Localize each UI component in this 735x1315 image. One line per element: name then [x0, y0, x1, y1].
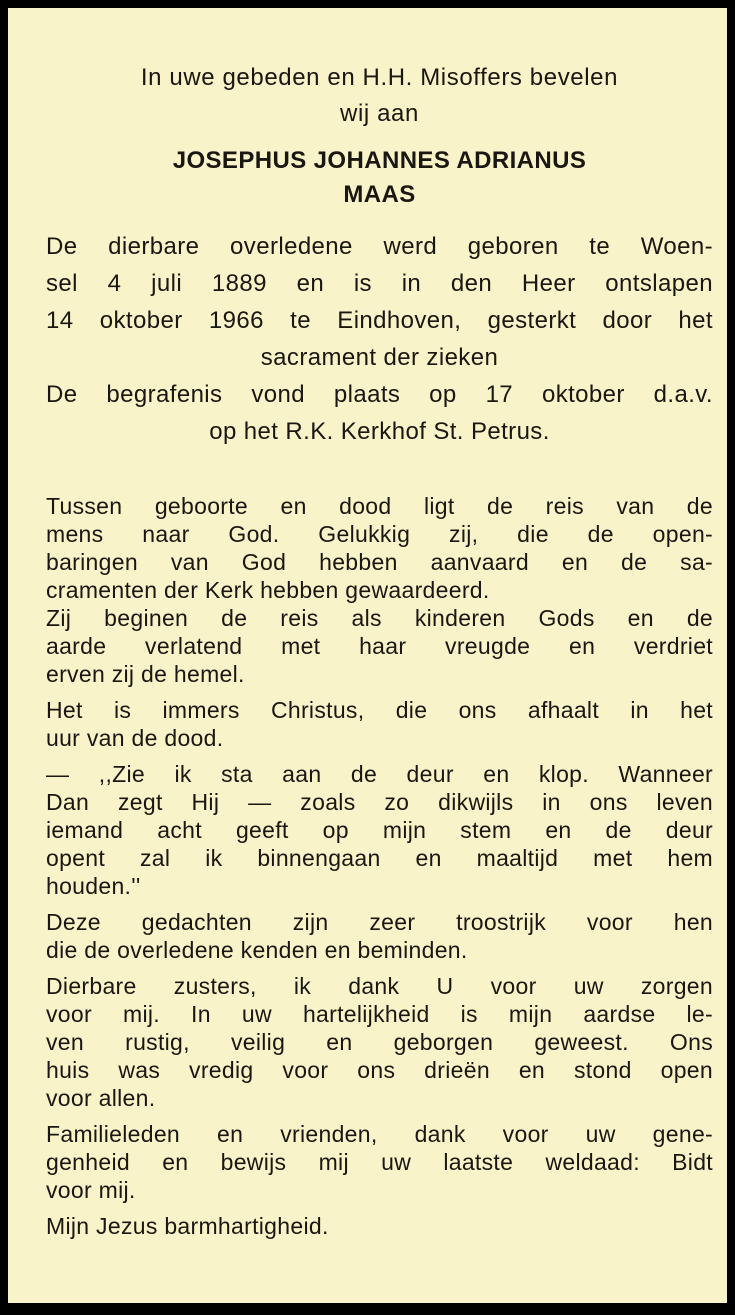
paragraph	[46, 908, 713, 964]
text-line: Tussen geboorte en dood ligt de reis van de	[46, 493, 713, 519]
paragraph	[46, 696, 713, 752]
biography-line: op het R.K. Kerkhof St. Petrus.	[209, 418, 550, 445]
text-line: ven rustig, veilig en geborgen geweest. Ons	[46, 1029, 713, 1055]
text-line: aarde verlatend met haar vreugde en verdriet	[46, 633, 713, 659]
text-line: Deze gedachten zijn zeer troostrijk voor hen	[46, 909, 713, 935]
meditation-text	[46, 492, 713, 1240]
paragraph	[46, 760, 713, 900]
paragraph	[46, 492, 713, 688]
text-line: cramenten der Kerk hebben gewaardeerd.	[46, 577, 490, 603]
text-line: baringen van God hebben aanvaard en de sa-	[46, 549, 713, 575]
text-line: iemand acht geeft op mijn stem en de deur	[46, 817, 713, 843]
text-line: genheid en bewijs mij uw laatste weldaad: Bidt	[46, 1149, 713, 1175]
text-line: opent zal ik binnengaan en maaltijd met hem	[46, 845, 713, 871]
biography-line: sacrament der zieken	[260, 344, 499, 371]
deceased-name	[46, 144, 713, 212]
paragraph	[46, 1120, 713, 1204]
name-line: MAAS	[343, 181, 416, 208]
text-line: uur van de dood.	[46, 725, 224, 751]
biography-line: De begrafenis vond plaats op 17 oktober d.a.v.	[46, 381, 713, 408]
paragraph	[46, 972, 713, 1112]
text-line: Het is immers Christus, die ons afhaalt in het	[46, 697, 713, 723]
text-line: — ,,Zie ik sta aan de deur en klop. Wanneer	[46, 761, 713, 787]
text-line: Mijn Jezus barmhartigheid.	[46, 1213, 329, 1239]
intro-line: In uwe gebeden en H.H. Misoffers bevelen	[140, 64, 619, 91]
text-line: mens naar God. Gelukkig zij, die de open-	[46, 521, 713, 547]
text-line: Familieleden en vrienden, dank voor uw gene-	[46, 1121, 713, 1147]
biography	[46, 228, 713, 450]
text-line: voor mij. In uw hartelijkheid is mijn aardse le-	[46, 1001, 713, 1027]
memorial-card	[8, 8, 727, 1303]
text-line: erven zij de hemel.	[46, 661, 245, 687]
paragraph	[46, 1212, 713, 1240]
biography-line: sel 4 juli 1889 en is in den Heer ontslapen	[46, 270, 713, 297]
biography-line: De dierbare overledene werd geboren te Woen-	[46, 233, 713, 260]
text-line: die de overledene kenden en beminden.	[46, 937, 468, 963]
text-line: houden.''	[46, 873, 141, 899]
text-line: huis was vredig voor ons drieën en stond open	[46, 1057, 713, 1083]
text-line: Dierbare zusters, ik dank U voor uw zorgen	[46, 973, 713, 999]
text-line: Dan zegt Hij — zoals zo dikwijls in ons leven	[46, 789, 713, 815]
name-line: JOSEPHUS JOHANNES ADRIANUS	[172, 147, 587, 174]
text-line: voor allen.	[46, 1085, 156, 1111]
intro-text	[46, 60, 713, 132]
biography-line: 14 oktober 1966 te Eindhoven, gesterkt door het	[46, 307, 713, 334]
text-line: voor mij.	[46, 1177, 136, 1203]
intro-line: wij aan	[340, 100, 419, 127]
text-line: Zij beginen de reis als kinderen Gods en de	[46, 605, 713, 631]
